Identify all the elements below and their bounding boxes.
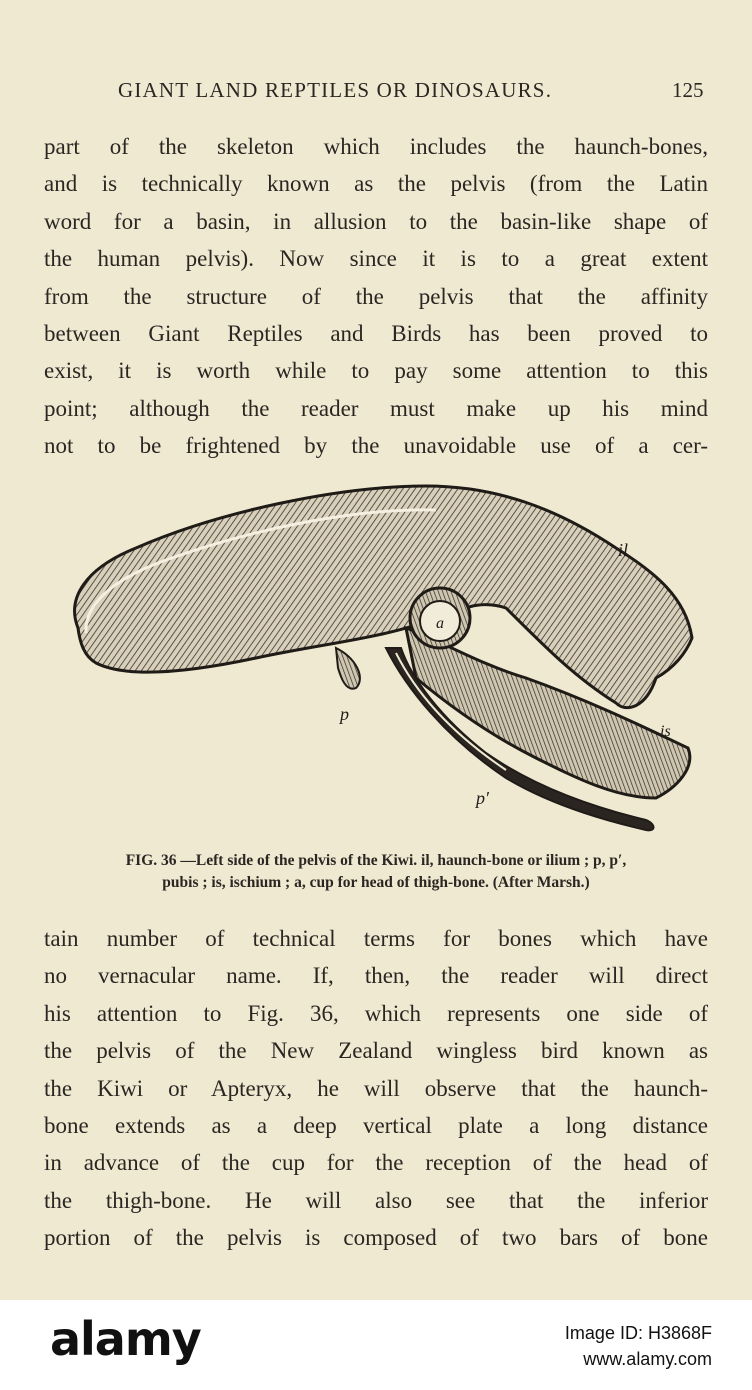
figure-label-a: a	[436, 615, 444, 632]
ilium-plate	[75, 486, 692, 708]
text-line: the thigh-bone. He will also see that the inferior	[44, 1187, 708, 1213]
paragraph-top	[44, 128, 708, 465]
paragraph-bottom	[44, 920, 708, 1257]
text-line: not to be frightened by the unavoidable use of a cer-	[44, 433, 708, 459]
image-id: Image ID: H3868F	[564, 1323, 712, 1343]
text-line: bone extends as a deep vertical plate a long distance	[44, 1112, 708, 1138]
figure-caption-line-2: pubis ; is, ischium ; a, cup for head of thigh-bone. (After Marsh.)	[162, 874, 590, 891]
text-line: his attention to Fig. 36, which represents one side of	[44, 1000, 708, 1026]
text-line: in advance of the cup for the reception of the head of	[44, 1150, 708, 1176]
alamy-logo: alamy	[50, 1312, 201, 1366]
text-line: tain number of technical terms for bones which have	[44, 926, 708, 951]
text-line: from the structure of the pelvis that the affinity	[44, 283, 708, 309]
text-line: no vernacular name. If, then, the reader will direct	[44, 963, 708, 989]
kiwi-pelvis-illustration	[56, 478, 706, 838]
figure-label-p-prime: p′	[476, 788, 489, 808]
figure-caption-line-1: FIG. 36 —Left side of the pelvis of the Kiwi. il, haunch-bone or ilium ; p, p′,	[125, 852, 627, 869]
running-title: GIANT LAND REPTILES OR DINOSAURS.	[118, 78, 553, 102]
text-line: the human pelvis). Now since it is to a great extent	[44, 246, 708, 272]
text-line: the Kiwi or Apteryx, he will observe that the haunch-	[44, 1075, 708, 1101]
figure-label-is: is	[660, 723, 671, 740]
figure-label-p: p	[340, 704, 349, 724]
text-line: portion of the pelvis is composed of two bars of bone	[44, 1225, 708, 1251]
text-line: and is technically known as the pelvis (from the Latin	[44, 171, 708, 197]
text-line: point; although the reader must make up his mind	[44, 395, 708, 421]
text-line: part of the skeleton which includes the haunch-bones,	[44, 134, 708, 159]
text-line: word for a basin, in allusion to the basin-like shape of	[44, 208, 708, 234]
site-url: www.alamy.com	[583, 1349, 712, 1369]
figure-label-il: il	[618, 540, 629, 560]
text-line: exist, it is worth while to pay some attention to this	[44, 358, 708, 384]
text-line: the pelvis of the New Zealand wingless bird known as	[44, 1038, 708, 1064]
text-line: between Giant Reptiles and Birds has been proved to	[44, 320, 708, 346]
pubis-process	[336, 648, 360, 689]
page-number: 125	[672, 78, 704, 102]
